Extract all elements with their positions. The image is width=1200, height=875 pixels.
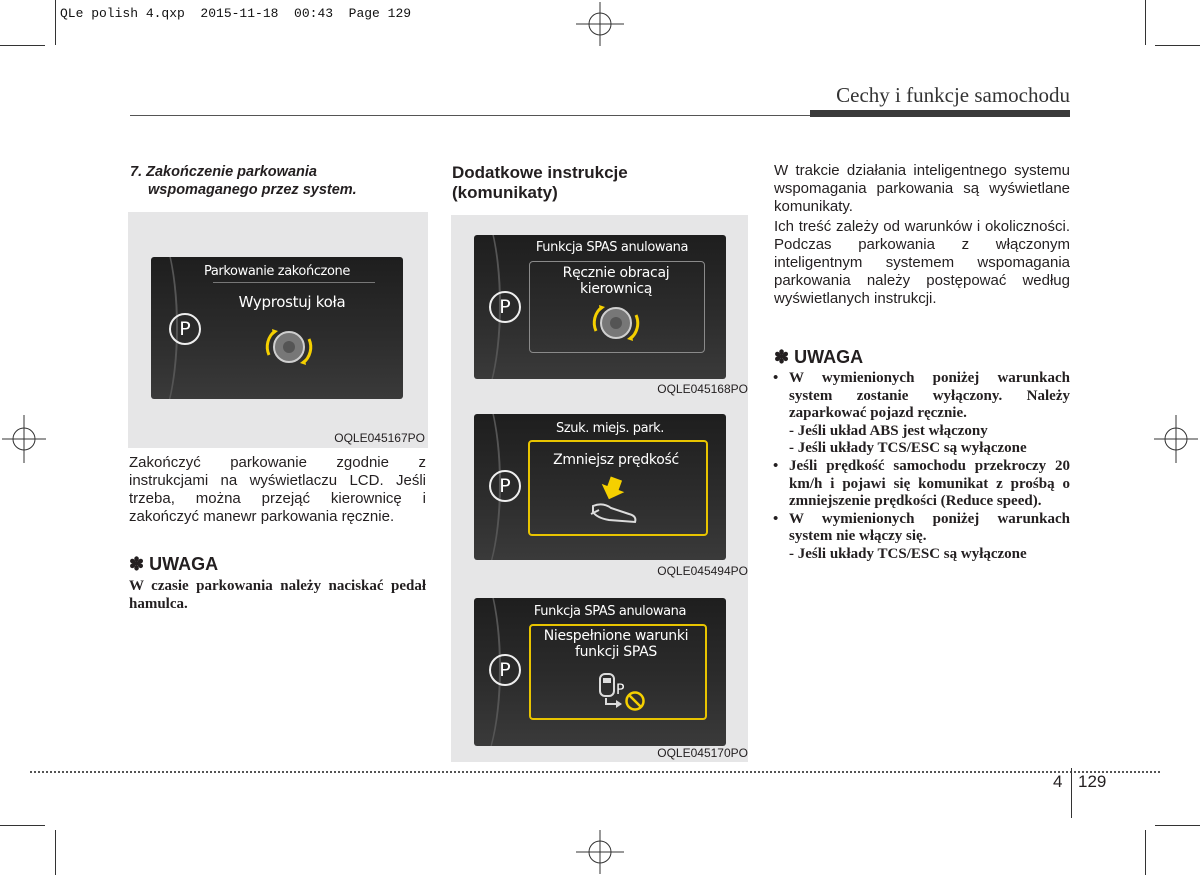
lcd-message: Wyprostuj koła <box>238 293 346 311</box>
registration-crosshair-icon <box>2 415 46 463</box>
uwaga-list <box>773 370 1070 564</box>
chapter-number: 4 <box>1053 772 1063 791</box>
gear-p-indicator: P <box>489 654 521 686</box>
lcd-screen <box>474 235 726 379</box>
crop-mark <box>55 830 56 875</box>
figure-caption: OQLE045494PO <box>657 564 748 578</box>
list-item: • Jeśli prędkość samochodu przekroczy 20 km/h i pojawi się komunikat z prośbą o zmniejszenie prędkości (Reduce speed). <box>773 458 1070 511</box>
body-paragraph: Zakończyć parkowanie zgodnie z instrukcjami na wyświetlaczu LCD. Jeśli trzeba, można przejąć kierownicę i zakończyć manewr parkowania ręcznie. <box>129 454 426 525</box>
crop-mark <box>1155 45 1200 46</box>
registration-crosshair-icon <box>576 2 624 46</box>
lcd-line1: Ręcznie obracaj <box>562 265 670 281</box>
registration-crosshair-icon <box>576 830 624 874</box>
uwaga-heading: ✽ UWAGA <box>774 347 864 367</box>
registration-crosshair-icon <box>1154 415 1198 463</box>
list-subitem: - Jeśli układy TCS/ESC są wyłączone <box>789 545 1027 562</box>
body-paragraph: Ich treść zależy od warunków i okoliczności. Podczas parkowania z włączonym inteligentnym systemem wspomagania parkowania należy postępować według wyświetlanych instrukcji. <box>774 218 1070 307</box>
lcd-title: Parkowanie zakończone <box>204 264 350 279</box>
figure-reduce-speed <box>451 396 748 580</box>
lcd-title: Funkcja SPAS anulowana <box>535 240 689 255</box>
uwaga-text: W czasie parkowania należy naciskać pedał hamulca. <box>129 578 426 612</box>
prohibited-icon <box>624 690 646 712</box>
page-number: 129 <box>1078 772 1107 791</box>
lcd-title: Funkcja SPAS anulowana <box>533 604 687 619</box>
header-rule-thick <box>810 110 1070 117</box>
crop-mark <box>0 825 45 826</box>
list-subitem: - Jeśli układ ABS jest włączony <box>789 422 988 439</box>
list-item: • W wymienionych poniżej warunkach system zostanie wyłączony. Należy zaparkować pojazd ręcznie. <box>773 370 1070 423</box>
uwaga-heading: ✽ UWAGA <box>129 554 219 574</box>
figure-spas-conditions-not-met <box>451 580 748 762</box>
figure-caption: OQLE045167PO <box>334 431 425 445</box>
figure-parking-finished <box>128 212 428 448</box>
print-slug: QLe polish 4.qxp 2015-11-18 00:43 Page 129 <box>60 6 412 21</box>
list-subitem: - Jeśli układy TCS/ESC są wyłączone <box>789 440 1027 457</box>
figure-caption: OQLE045168PO <box>657 382 748 396</box>
section-heading-line2: (komunikaty) <box>452 183 558 202</box>
parking-letter: P <box>616 682 625 698</box>
list-item: • W wymienionych poniżej warunkach system nie włączy się. <box>773 511 1070 546</box>
page-number-separator <box>1071 768 1072 818</box>
lcd-line1: Zmniejsz prędkość <box>553 452 679 468</box>
lcd-screen <box>474 414 726 560</box>
gear-p-indicator: P <box>489 470 521 502</box>
step-heading <box>130 163 357 199</box>
gear-p-indicator: P <box>169 313 201 345</box>
lcd-line1: Niespełnione warunki <box>543 628 689 644</box>
figure-spas-cancelled-steer <box>451 215 748 397</box>
crop-mark <box>1145 0 1146 45</box>
foot-brake-icon <box>589 476 645 524</box>
lcd-line2: kierownicą <box>579 281 653 297</box>
lcd-screen <box>474 598 726 746</box>
lcd-screen <box>151 257 403 399</box>
crop-mark <box>1145 830 1146 875</box>
steering-wheel-icon <box>263 325 319 373</box>
header-rule <box>130 115 810 116</box>
step-heading-line2: wspomaganego przez system. <box>148 182 357 198</box>
section-title: Cechy i funkcje samochodu <box>836 83 1070 107</box>
footer-rule <box>30 771 1160 773</box>
body-paragraph: W trakcie działania inteligentnego systemu wspomagania parkowania są wyświetlane komunikaty. <box>774 162 1070 215</box>
figure-caption: OQLE045170PO <box>657 746 748 760</box>
steering-wheel-icon <box>590 301 646 349</box>
section-heading <box>452 163 628 203</box>
section-heading-line1: Dodatkowe instrukcje <box>452 163 628 182</box>
lcd-title: Szuk. miejs. park. <box>555 421 665 436</box>
crop-mark <box>55 0 56 45</box>
lcd-divider <box>213 282 375 283</box>
step-heading-line1: 7. Zakończenie parkowania <box>130 164 317 180</box>
gear-p-indicator: P <box>489 291 521 323</box>
crop-mark <box>0 45 45 46</box>
crop-mark <box>1155 825 1200 826</box>
lcd-line2: funkcji SPAS <box>574 644 657 660</box>
